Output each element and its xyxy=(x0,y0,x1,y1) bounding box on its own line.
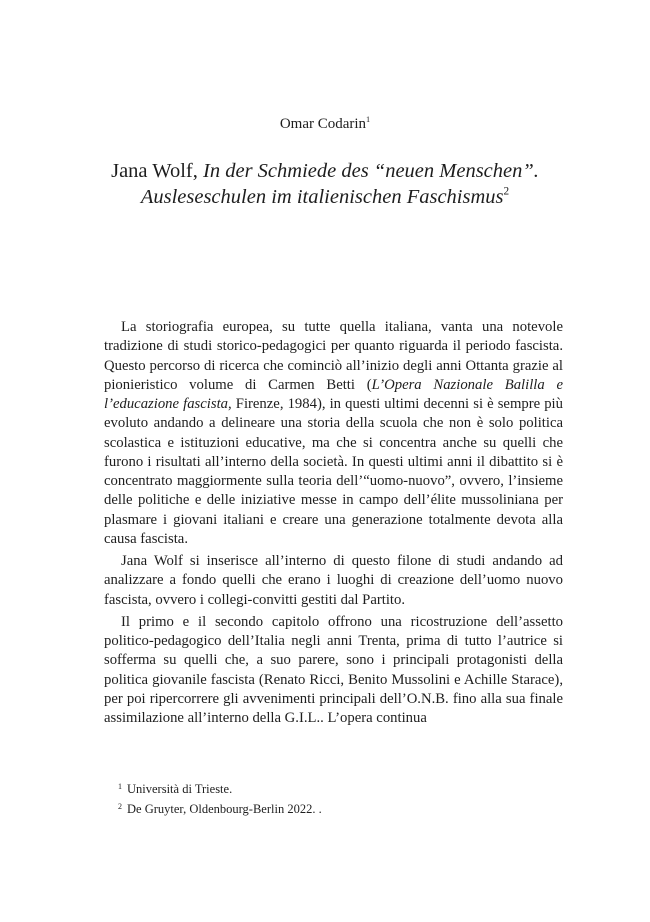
footnote-ref-1: 1 xyxy=(366,114,371,124)
paragraph-3: Il primo e il secondo capitolo offrono una ricostruzione dell’assetto politico-pedagogico dell’Italia negli anni Trenta, prima di tutto l’autrice si sofferma su quelli che, a suo parere, sono i principali protagonisti della politica giovanile fascista (Renato Ricci, Benito Mussolini e Achille Starace), per poi ripercorrere gli avvenimenti principali dell’O.N.B. fino alla sua finale assimilazione all’interno della G.I.L.. L’opera continua xyxy=(104,613,563,726)
title-line-1: Jana Wolf, In der Schmiede des “neuen Menschen”. xyxy=(111,160,539,182)
review-title xyxy=(40,158,610,210)
cited-title: L’Opera Nazionale Balilla e l’educazione fascista xyxy=(104,376,563,412)
title-line-2 xyxy=(40,184,610,210)
book-title-part-1: In der Schmiede des “neuen Menschen”. xyxy=(203,160,539,182)
footnote-mark: 2 xyxy=(118,802,122,811)
body-text xyxy=(104,318,563,728)
footnote-2 xyxy=(118,798,558,818)
footnote-ref-2: 2 xyxy=(503,185,510,198)
footnote-mark: 1 xyxy=(118,782,122,791)
footnote-1 xyxy=(118,778,558,798)
paragraph-1: La storiografia europea, su tutte quella italiana, vanta una notevole tradizione di studi storico-pedagogici per quanto riguarda il periodo fascista. Questo percorso di ricerca che cominciò all’inizio degli anni Ottanta grazie al pionieristico volume di Carmen Betti (L’Opera Nazionale Balilla e l’educazione fascista, Firenze, 1984), in questi ultimi decenni si è sempre più evoluto andando a delineare una storia della scuola che non è solo politica scolastica e istituzioni educative, ma che si concentra anche su quelli che furono i risultati all’interno della società. In questi ultimi anni il dibattito si è concentrato maggiormente sulla teoria dell’“uomo-nuovo”, ovvero, l’insieme delle politiche e delle iniziative messe in campo dell’élite mussoliniana per plasmare i giovani italiani e creare una generazione totalmente devota alla causa fascista. xyxy=(104,319,563,547)
footnotes xyxy=(118,778,558,818)
paragraph-2: Jana Wolf si inserisce all’interno di questo filone di studi andando ad analizzare a fondo quelli che erano i luoghi di creazione dell’uomo nuovo fascista, ovvero i collegi-convitti gestiti dal Partito. xyxy=(104,553,563,608)
author-name: Omar Codarin$^1$ xyxy=(279,114,371,132)
book-title-part-2: Ausleseschulen im italienischen Faschismus xyxy=(140,186,504,208)
footnote-text: De Gruyter, Oldenbourg-Berlin 2022. . xyxy=(127,802,322,816)
footnote-text: Università di Trieste. xyxy=(127,782,233,796)
